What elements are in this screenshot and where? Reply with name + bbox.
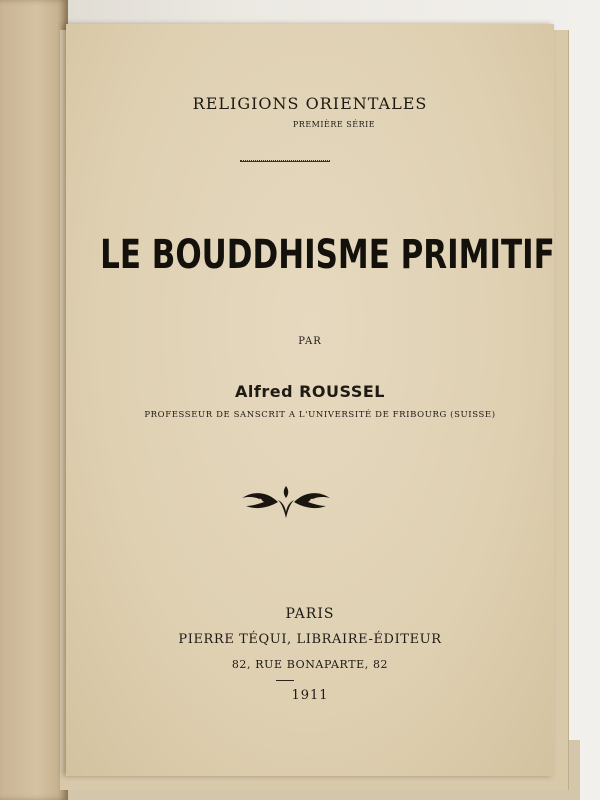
fleuron-ornament-icon (238, 482, 334, 522)
publication-year: 1911 (291, 688, 329, 703)
series-title: RELIGIONS ORIENTALES (192, 94, 428, 113)
title-page (66, 24, 554, 776)
left-facing-page (0, 0, 68, 800)
series-subtitle: PREMIÈRE SÉRIE (292, 120, 376, 129)
publisher-name: PIERRE TÉQUI, LIBRAIRE-ÉDITEUR (178, 632, 442, 647)
decorative-rule (240, 160, 330, 162)
author-name: Alfred ROUSSEL (235, 382, 385, 401)
book-title: LE BOUDDHISME PRIMITIF (100, 232, 555, 278)
publication-city: PARIS (285, 606, 335, 622)
by-label: PAR (298, 336, 322, 347)
author-affiliation: PROFESSEUR DE SANSCRIT A L'UNIVERSITÉ DE FRIBOURG (SUISSE) (144, 410, 496, 420)
short-divider (276, 680, 294, 681)
publisher-address: 82, RUE BONAPARTE, 82 (231, 658, 389, 671)
